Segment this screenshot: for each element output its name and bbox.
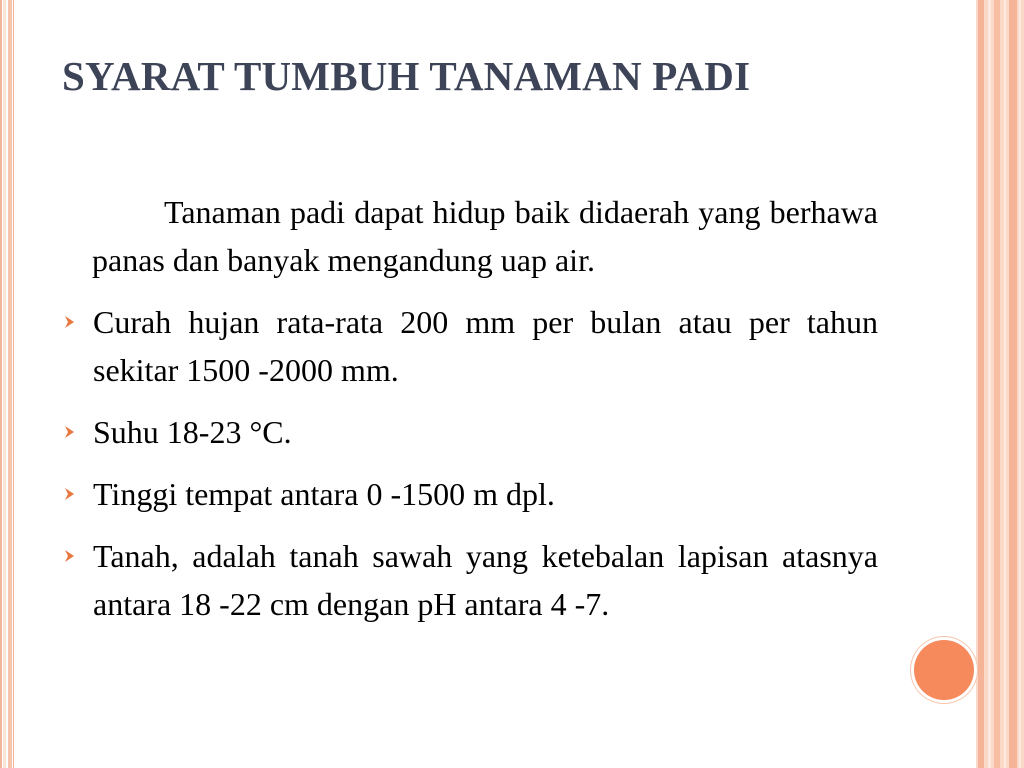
right-border-stripe bbox=[988, 0, 991, 768]
right-border-stripe bbox=[1019, 0, 1021, 768]
list-item bbox=[62, 532, 878, 628]
chevron-arrow-icon bbox=[62, 314, 78, 330]
slide-content bbox=[62, 188, 878, 642]
bullet-text: Tanah, adalah tanah sawah yang ketebalan lapisan atasnya antara 18 -22 cm dengan pH antara 4 -7. bbox=[93, 538, 878, 622]
list-item bbox=[62, 470, 878, 518]
bullet-list bbox=[62, 298, 878, 628]
list-item bbox=[62, 408, 878, 456]
left-border-stripe bbox=[8, 0, 12, 768]
right-border-stripe bbox=[1004, 0, 1006, 768]
right-border-stripe bbox=[1009, 0, 1017, 768]
slide-title: SYARAT TUMBUH TANAMAN PADI bbox=[62, 53, 751, 99]
chevron-arrow-icon bbox=[62, 548, 78, 564]
right-border-stripe bbox=[994, 0, 1000, 768]
decorative-circle bbox=[914, 640, 974, 700]
right-border-stripe bbox=[978, 0, 984, 768]
bullet-text: Suhu 18-23 °C. bbox=[93, 414, 292, 450]
left-border-stripe bbox=[0, 0, 2, 768]
bullet-text: Tinggi tempat antara 0 -1500 m dpl. bbox=[93, 476, 555, 512]
list-item bbox=[62, 298, 878, 394]
bullet-text: Curah hujan rata-rata 200 mm per bulan atau per tahun sekitar 1500 -2000 mm. bbox=[93, 304, 878, 388]
left-border-stripe bbox=[13, 0, 14, 768]
left-border-stripe bbox=[3, 0, 6, 768]
chevron-arrow-icon bbox=[62, 424, 78, 440]
intro-paragraph: Tanaman padi dapat hidup baik didaerah yang berhawa panas dan banyak mengandung uap air. bbox=[92, 194, 878, 278]
chevron-arrow-icon bbox=[62, 486, 78, 502]
